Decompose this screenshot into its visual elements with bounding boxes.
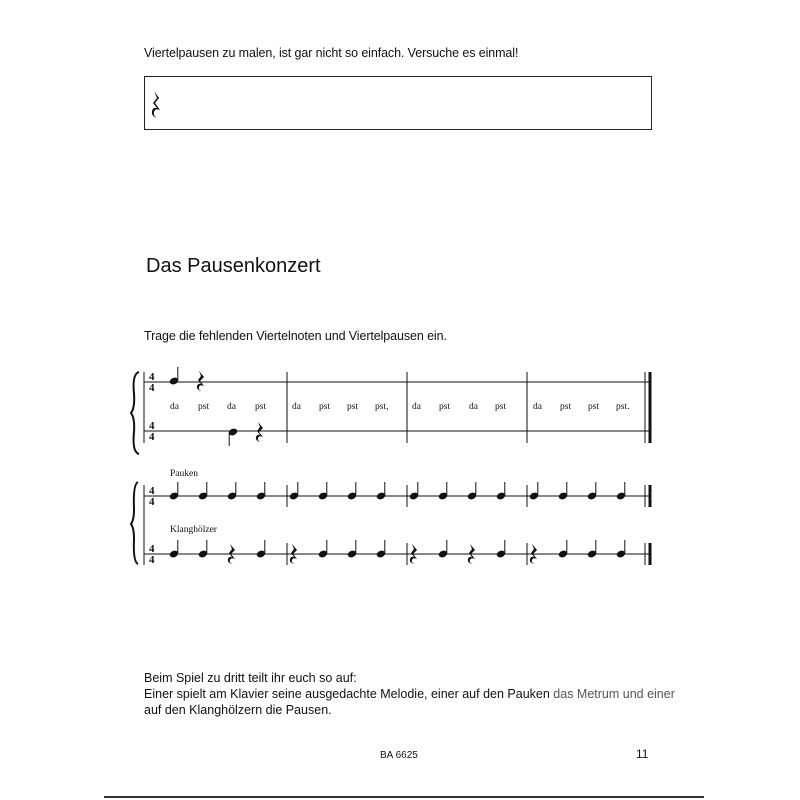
score: [128, 364, 658, 574]
svg-text:4: 4: [149, 496, 155, 508]
time-signatures: [149, 371, 155, 566]
barlines-percussion: [144, 485, 650, 565]
lyric-syllable: da: [469, 402, 478, 412]
lyric-syllable: pst: [255, 402, 267, 412]
lyric-syllable: da: [227, 402, 236, 412]
bottom-edge-line: [104, 796, 704, 798]
svg-text:4: 4: [149, 420, 155, 432]
lyric-syllable: pst: [588, 402, 600, 412]
melody-rest: [197, 371, 204, 391]
concert-instruction: Trage die fehlenden Viertelnoten und Viertelpausen ein.: [144, 329, 447, 343]
quarter-rest-icon: [147, 87, 167, 127]
lyric-syllable: pst: [560, 402, 572, 412]
svg-text:4: 4: [149, 431, 155, 443]
lyric-syllable: da: [412, 402, 421, 412]
svg-text:4: 4: [149, 371, 155, 383]
lyric-syllable: pst: [319, 402, 331, 412]
melody-note: [169, 367, 180, 386]
svg-text:4: 4: [149, 554, 155, 566]
svg-text:4: 4: [149, 485, 155, 497]
lyric-syllable: pst: [439, 402, 451, 412]
bottom-instructions: [144, 670, 704, 718]
bottom-line-2-a: Einer spielt am Klavier seine ausgedachte Melodie, einer auf den Pauken: [144, 687, 550, 701]
klangholzer-label: Klanghölzer: [170, 525, 217, 535]
pauken-label: Pauken: [170, 469, 198, 479]
practice-box: [144, 76, 652, 130]
lyric-syllable: pst,: [375, 402, 389, 412]
svg-text:4: 4: [149, 382, 155, 394]
page-number: 11: [636, 747, 649, 761]
bottom-line-2-b: das Metrum und einer: [549, 687, 675, 701]
bottom-line-3: auf den Klanghölzern die Pausen.: [144, 703, 332, 717]
percussion-brace: [131, 482, 138, 564]
bass-note: [228, 427, 239, 446]
footer-code: BA 6625: [380, 750, 418, 761]
lyric-syllable: pst.: [616, 402, 630, 412]
klangholzer-notes: [169, 540, 627, 564]
lyric-syllable: da: [170, 402, 179, 412]
practice-instruction: Viertelpausen zu malen, ist gar nicht so einfach. Versuche es einmal!: [144, 46, 519, 60]
svg-text:4: 4: [149, 543, 155, 555]
bass-rest: [256, 422, 263, 442]
pauken-notes: [169, 482, 627, 501]
lyric-syllable: da: [292, 402, 301, 412]
lyric-syllable: pst: [347, 402, 359, 412]
bottom-line-2: [144, 686, 704, 702]
lyric-syllable: da: [533, 402, 542, 412]
lyric-syllable: pst: [198, 402, 210, 412]
bottom-line-1: Beim Spiel zu dritt teilt ihr euch so auf:: [144, 671, 357, 685]
lyric-syllable: pst: [495, 402, 507, 412]
barlines-piano: [144, 372, 650, 443]
lyrics: [170, 402, 629, 412]
section-title: Das Pausenkonzert: [146, 255, 321, 277]
piano-brace: [131, 372, 139, 454]
